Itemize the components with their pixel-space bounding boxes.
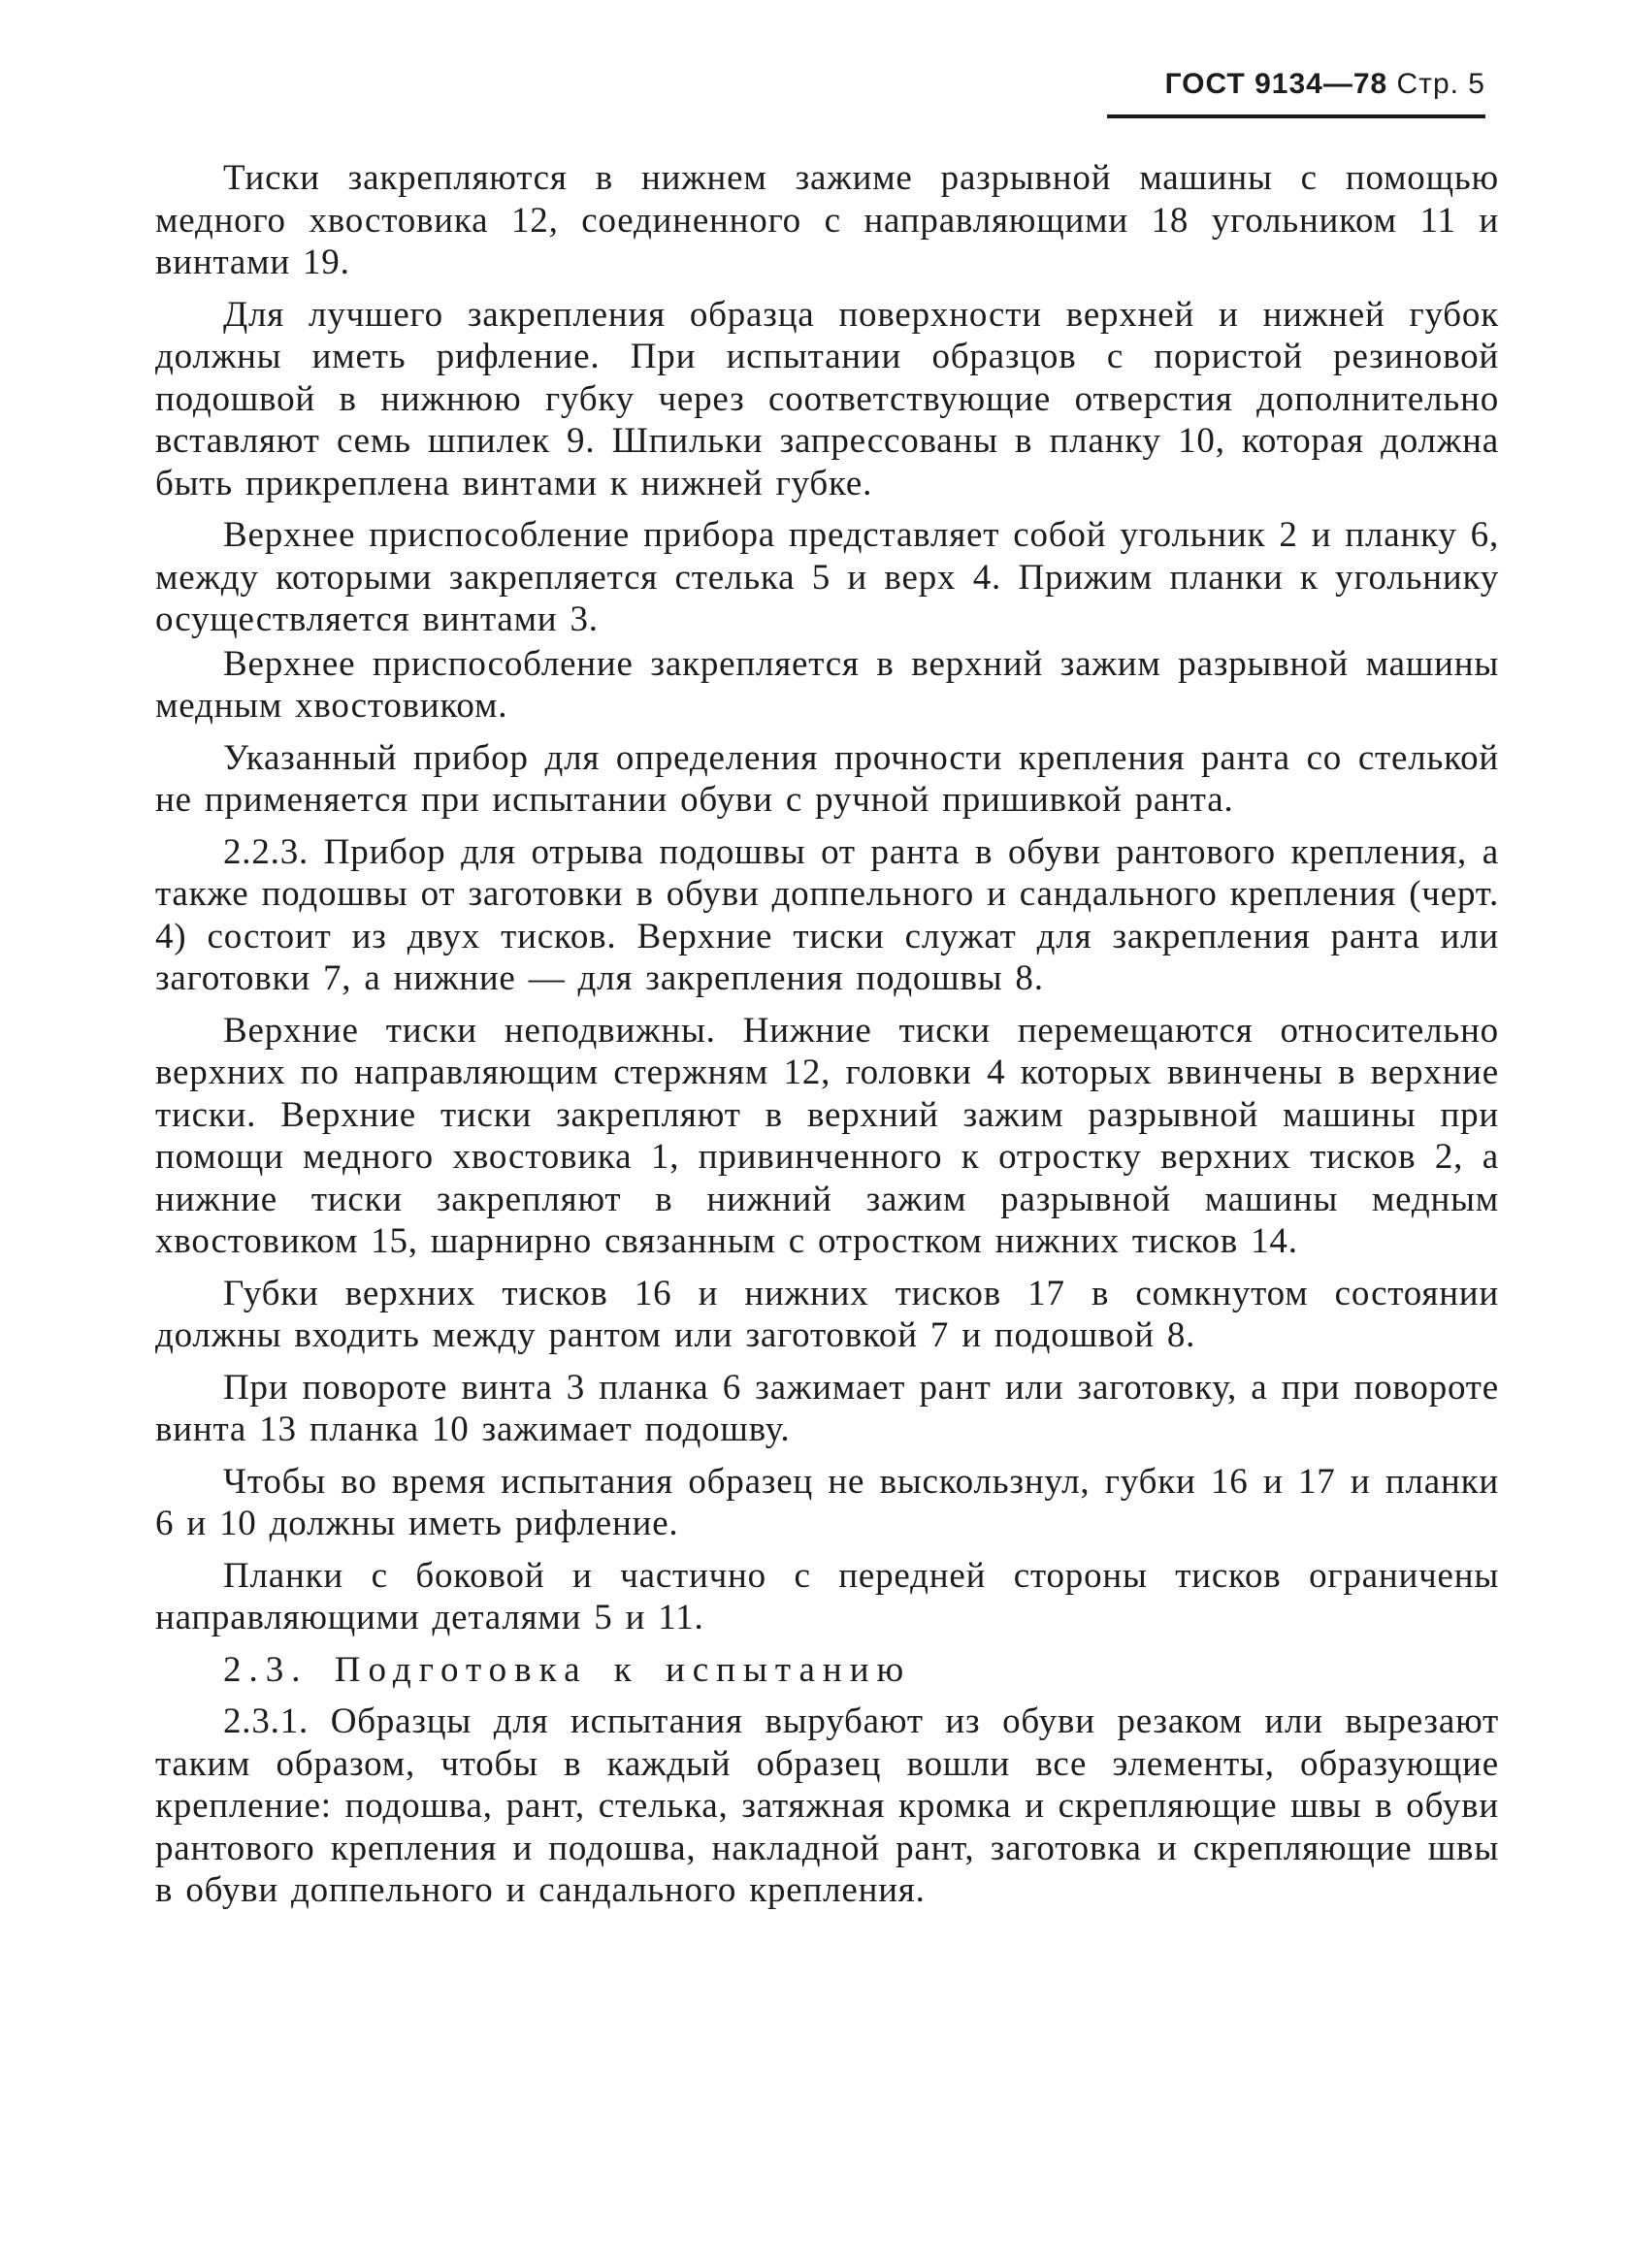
- paragraph-upper-fixture: Верхнее приспособление прибора представляет собой угольник 2 и планку 6, между которыми закрепляется стелька 5 и верх 4. Прижим планки к угольнику осуществляется винтами 3.: [155, 515, 1499, 639]
- paragraph-device-limitation: Указанный прибор для определения прочности крепления ранта со стелькой не применяется при испытании обуви с ручной пришивкой ранта.: [155, 737, 1499, 820]
- paragraph-screw-rotation: При повороте винта 3 планка 6 зажимает рант или заготовку, а при повороте винта 13 планка 10 зажимает подошву.: [155, 1367, 1499, 1449]
- paragraph-jaws-closed: Губки верхних тисков 16 и нижних тисков 17 в сомкнутом состоянии должны входить между рантом или заготовкой 7 и подошвой 8.: [155, 1273, 1499, 1355]
- section-heading-2-3: 2.3. Подготовка к испытанию: [223, 1649, 912, 1690]
- standard-number: ГОСТ 9134—78: [1164, 68, 1388, 100]
- paragraph-grooving-required: Чтобы во время испытания образец не выскользнул, губки 16 и 17 и планки 6 и 10 должны иметь рифление.: [155, 1461, 1499, 1543]
- paragraph-2-2-3: 2.2.3. Прибор для отрыва подошвы от ранта в обуви рантового крепления, а также подошвы от заготовки в обуви доппельного и сандального крепления (черт. 4) состоит из двух тисков. Верхние тиски служат для закрепления ранта или заготовки 7, а нижние — для закрепления подошвы 8.: [155, 831, 1499, 998]
- paragraph-upper-vise-fixed: Верхние тиски неподвижны. Нижние тиски перемещаются относительно верхних по направляющим стержням 12, головки 4 которых ввинчены в верхние тиски. Верхние тиски закрепляют в верхний зажим разрывной машины при помощи медного хвостовика 1, привинченного к отростку верхних тисков 2, а нижние тиски закрепляют в нижний зажим разрывной машины медным хвостовиком 15, шарнирно связанным с отростком нижних тисков 14.: [155, 1010, 1499, 1261]
- page-header: [1107, 68, 1485, 118]
- paragraph-upper-fixture-mounting: Верхнее приспособление закрепляется в верхний зажим разрывной машины медным хвостовиком.: [155, 643, 1499, 726]
- document-body: [155, 157, 1499, 1914]
- paragraph-plates-limited: Планки с боковой и частично с передней стороны тисков ограничены направляющими деталями 5 и 11.: [155, 1555, 1499, 1637]
- paragraph-2-3-1: 2.3.1. Образцы для испытания вырубают из обуви резаком или вырезают таким образом, чтобы в каждый образец вошли все элементы, образующие крепление: подошва, рант, стелька, затяжная кромка и скрепляющие швы в обуви рантового крепления и подошва, накладной рант, заготовка и скрепляющие швы в обуви доппельного и сандального крепления.: [155, 1701, 1499, 1910]
- paragraph-vise-mounting: Тиски закрепляются в нижнем зажиме разрывной машины с помощью медного хвостовика 12, соединенного с направляющими 18 угольником 11 и винтами 19.: [155, 158, 1499, 282]
- page-number: Стр. 5: [1396, 68, 1485, 100]
- paragraph-jaw-grooving: Для лучшего закрепления образца поверхности верхней и нижней губок должны иметь рифление. При испытании образцов с пористой резиновой подошвой в нижнюю губку через соответствующие отверстия дополнительно вставляют семь шпилек 9. Шпильки запрессованы в планку 10, которая должна быть прикреплена винтами к нижней губке.: [155, 294, 1499, 503]
